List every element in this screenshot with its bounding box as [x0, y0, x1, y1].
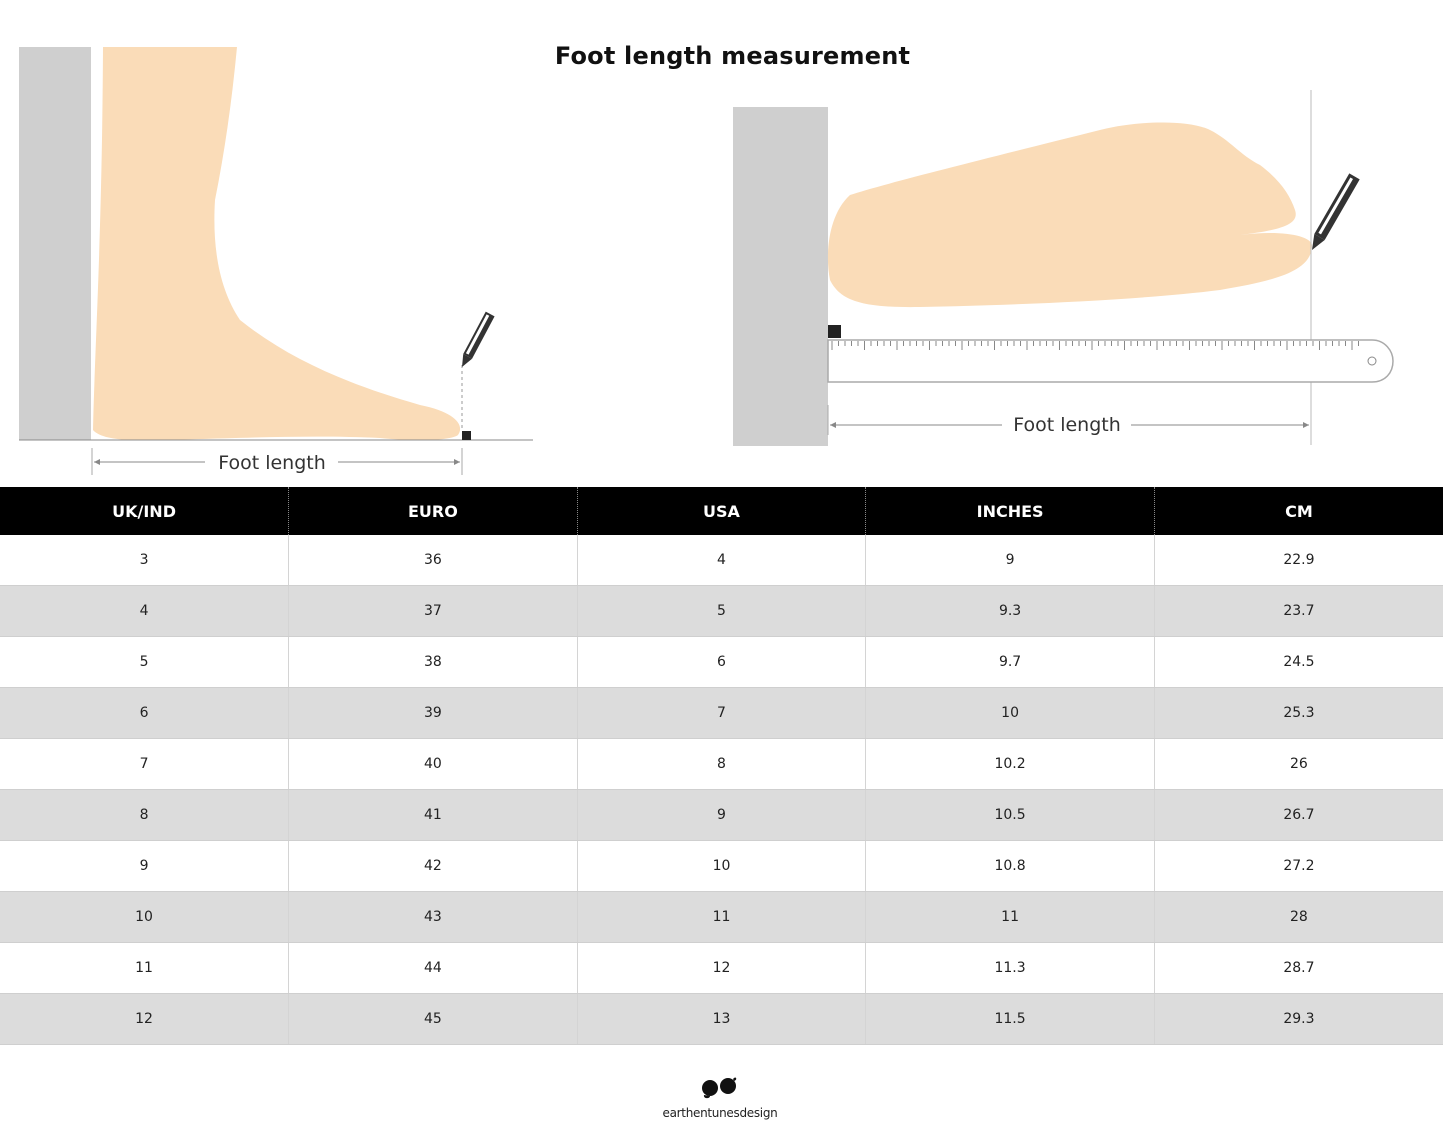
header-euro: EURO — [289, 487, 578, 535]
page-title: Foot length measurement — [554, 42, 911, 70]
cell-euro: 39 — [289, 688, 578, 739]
cell-cm: 26 — [1154, 739, 1443, 790]
cell-uk-ind: 4 — [0, 586, 289, 637]
header-uk-ind: UK/IND — [0, 487, 289, 535]
cell-cm: 26.7 — [1154, 790, 1443, 841]
cell-euro: 36 — [289, 535, 578, 586]
cell-uk-ind: 6 — [0, 688, 289, 739]
pencil-icon — [1307, 173, 1360, 253]
table-row — [0, 688, 1443, 739]
cell-cm: 29.3 — [1154, 994, 1443, 1045]
cell-euro: 41 — [289, 790, 578, 841]
cell-cm: 22.9 — [1154, 535, 1443, 586]
cell-euro: 37 — [289, 586, 578, 637]
cell-usa: 6 — [577, 637, 866, 688]
table-row — [0, 994, 1443, 1045]
table-row — [0, 535, 1443, 586]
cell-uk-ind: 12 — [0, 994, 289, 1045]
cell-euro: 44 — [289, 943, 578, 994]
mark-square — [828, 325, 841, 338]
cell-inches: 9.7 — [866, 637, 1155, 688]
side-view-foot-illustration — [0, 40, 560, 480]
table-row — [0, 637, 1443, 688]
cell-usa: 9 — [577, 790, 866, 841]
table-row — [0, 586, 1443, 637]
cell-usa: 12 — [577, 943, 866, 994]
size-chart-table — [0, 487, 1443, 1045]
cell-cm: 27.2 — [1154, 841, 1443, 892]
cell-uk-ind: 3 — [0, 535, 289, 586]
cell-inches: 9 — [866, 535, 1155, 586]
cell-usa: 5 — [577, 586, 866, 637]
cell-inches: 10.8 — [866, 841, 1155, 892]
cell-inches: 11 — [866, 892, 1155, 943]
cell-uk-ind: 11 — [0, 943, 289, 994]
table-row — [0, 790, 1443, 841]
table-row — [0, 841, 1443, 892]
cell-euro: 38 — [289, 637, 578, 688]
cell-usa: 4 — [577, 535, 866, 586]
cell-uk-ind: 7 — [0, 739, 289, 790]
table-row — [0, 739, 1443, 790]
cell-cm: 23.7 — [1154, 586, 1443, 637]
cell-usa: 13 — [577, 994, 866, 1045]
header-usa: USA — [577, 487, 866, 535]
cell-euro: 40 — [289, 739, 578, 790]
cell-uk-ind: 9 — [0, 841, 289, 892]
cell-usa: 8 — [577, 739, 866, 790]
cell-usa: 7 — [577, 688, 866, 739]
top-foot-length-label: Foot length — [1013, 414, 1121, 436]
mark-square — [462, 431, 471, 440]
wall-block — [733, 107, 828, 446]
cell-inches: 9.3 — [866, 586, 1155, 637]
table-row — [0, 892, 1443, 943]
ruler — [828, 340, 1393, 382]
cell-cm: 25.3 — [1154, 688, 1443, 739]
cell-uk-ind: 5 — [0, 637, 289, 688]
top-foot-shape — [828, 123, 1312, 308]
cell-cm: 28 — [1154, 892, 1443, 943]
cell-uk-ind: 8 — [0, 790, 289, 841]
brand-mark-icon — [700, 1075, 740, 1099]
table-row — [0, 943, 1443, 994]
top-view-foot-illustration — [720, 85, 1420, 455]
cell-inches: 11.3 — [866, 943, 1155, 994]
cell-euro: 45 — [289, 994, 578, 1045]
cell-euro: 43 — [289, 892, 578, 943]
cell-inches: 11.5 — [866, 994, 1155, 1045]
pencil-icon — [458, 312, 495, 370]
side-foot-shape — [93, 47, 460, 440]
cell-usa: 10 — [577, 841, 866, 892]
brand-name: earthentunesdesign — [662, 1106, 778, 1120]
cell-uk-ind: 10 — [0, 892, 289, 943]
cell-usa: 11 — [577, 892, 866, 943]
cell-inches: 10 — [866, 688, 1155, 739]
cell-euro: 42 — [289, 841, 578, 892]
table-header-row — [0, 487, 1443, 535]
header-cm: CM — [1154, 487, 1443, 535]
cell-inches: 10.2 — [866, 739, 1155, 790]
side-foot-length-label: Foot length — [218, 452, 326, 474]
cell-inches: 10.5 — [866, 790, 1155, 841]
cell-cm: 28.7 — [1154, 943, 1443, 994]
header-inches: INCHES — [866, 487, 1155, 535]
brand-logo — [640, 1075, 800, 1120]
wall-block — [19, 47, 91, 440]
cell-cm: 24.5 — [1154, 637, 1443, 688]
